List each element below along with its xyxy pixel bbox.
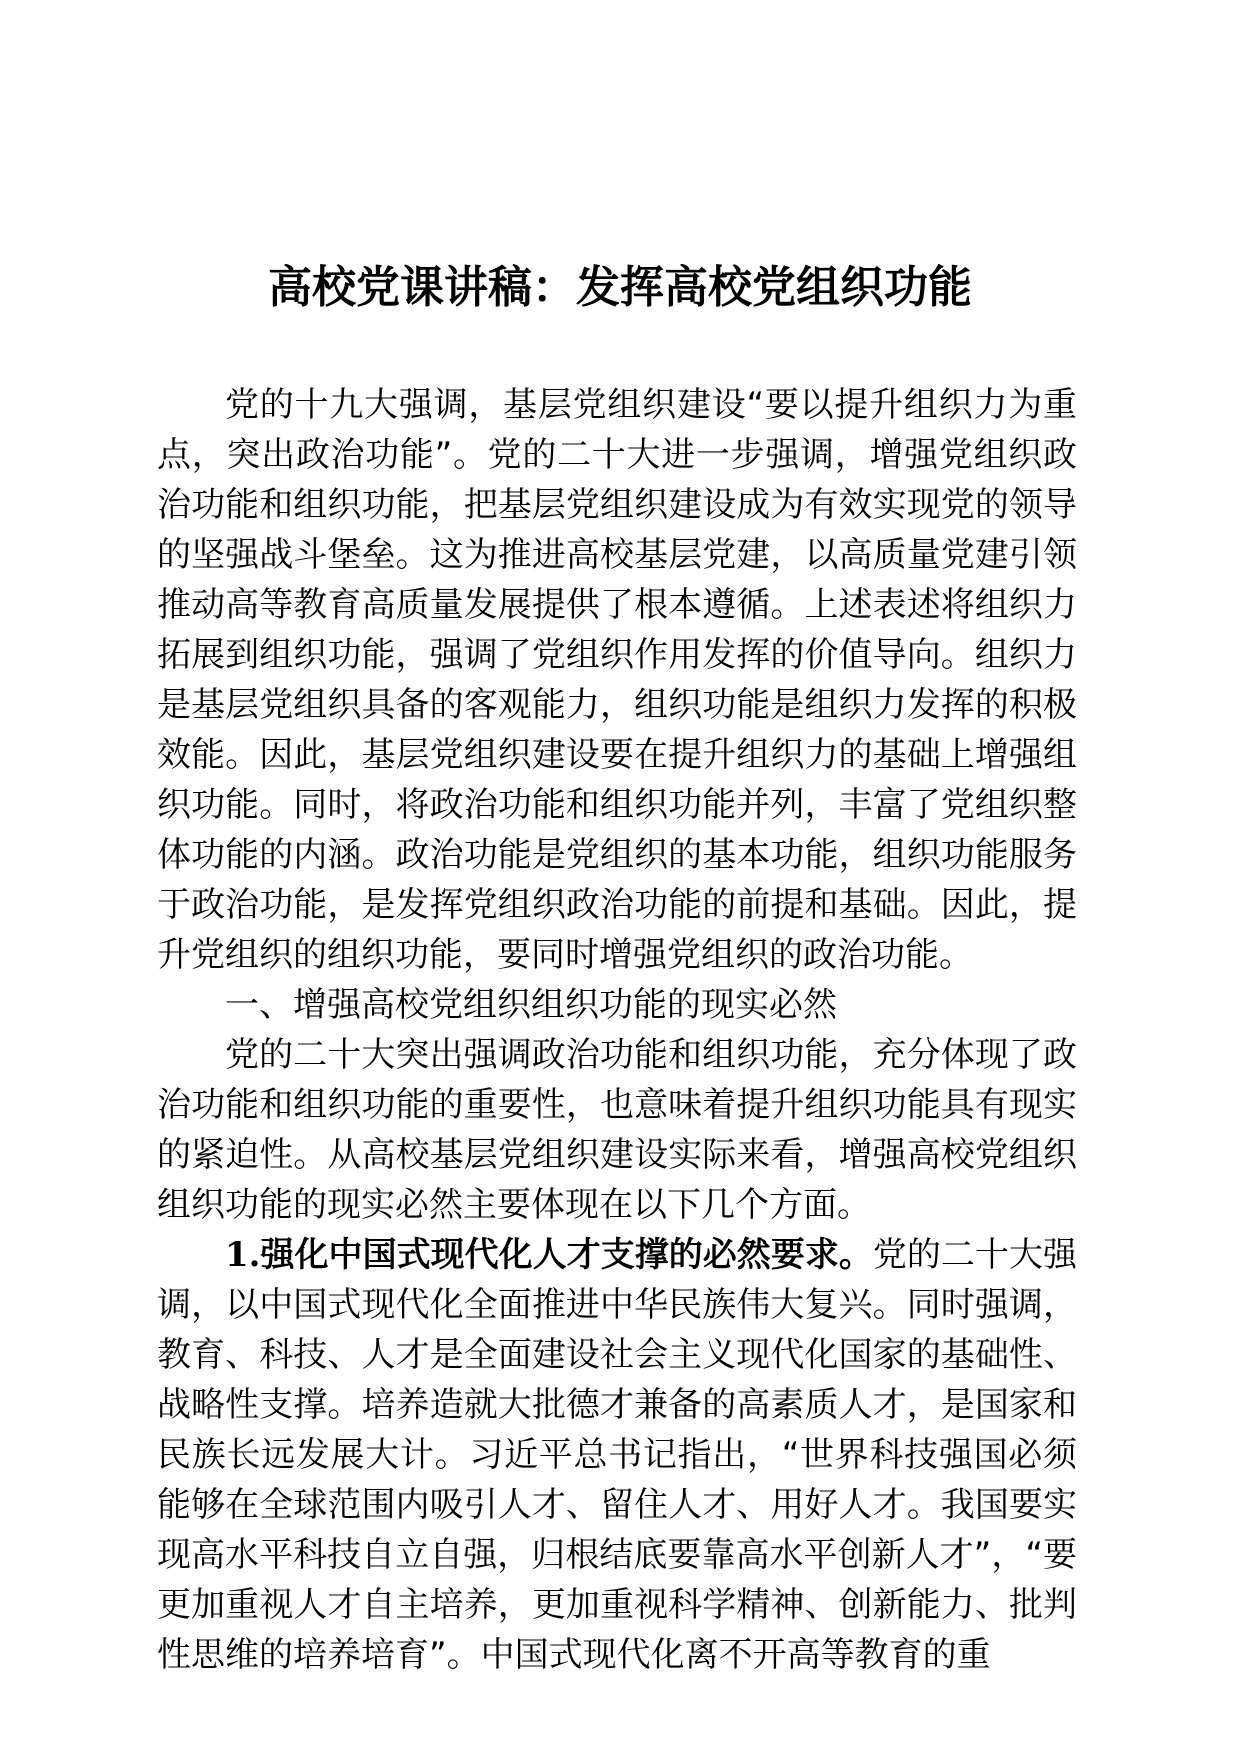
document-body [157,380,1077,1680]
paragraph-section-1: 党的二十大突出强调政治功能和组织功能，充分体现了政治功能和组织功能的重要性，也意味着提升组织功能具有现实的紧迫性。从高校基层党组织建设实际来看，增强高校党组织组织功能的现实必然主要体现在以下几个方面。 [157,1035,1077,1225]
point-1-lead: 1.强化中国式现代化人才支撑的必然要求。 [225,1235,873,1275]
paragraph-intro: 党的十九大强调，基层党组织建设“要以提升组织力为重点，突出政治功能”。党的二十大进一步强调，增强党组织政治功能和组织功能，把基层党组织建设成为有效实现党的领导的坚强战斗堡垒。这为推进高校基层党建，以高质量党建引领推动高等教育高质量发展提供了根本遵循。上述表述将组织力拓展到组织功能，强调了党组织作用发挥的价值导向。组织力是基层党组织具备的客观能力，组织功能是组织力发挥的积极效能。因此，基层党组织建设要在提升组织力的基础上增强组织功能。同时，将政治功能和组织功能并列，丰富了党组织整体功能的内涵。政治功能是党组织的基本功能，组织功能服务于政治功能，是发挥党组织政治功能的前提和基础。因此，提升党组织的组织功能，要同时增强党组织的政治功能。 [157,385,1077,975]
point-1-text: 党的二十大强调，以中国式现代化全面推进中华民族伟大复兴。同时强调，教育、科技、人才是全面建设社会主义现代化国家的基础性、战略性支撑。培养造就大批德才兼备的高素质人才，是国家和民族长远发展大计。习近平总书记指出，“世界科技强国必须能够在全球范围内吸引人才、留住人才、用好人才。我国要实现高水平科技自立自强，归根结底要靠高水平创新人才”，“要更加重视人才自主培养，更加重视科学精神、创新能力、批判性思维的培养培育”。中国式现代化离不开高等教育的重 [157,1235,1077,1675]
section-heading-1: 一、增强高校党组织组织功能的现实必然 [225,985,837,1025]
paragraph-point-1 [157,1230,1077,1680]
document-title: 高校党课讲稿：发挥高校党组织功能 [268,262,972,313]
